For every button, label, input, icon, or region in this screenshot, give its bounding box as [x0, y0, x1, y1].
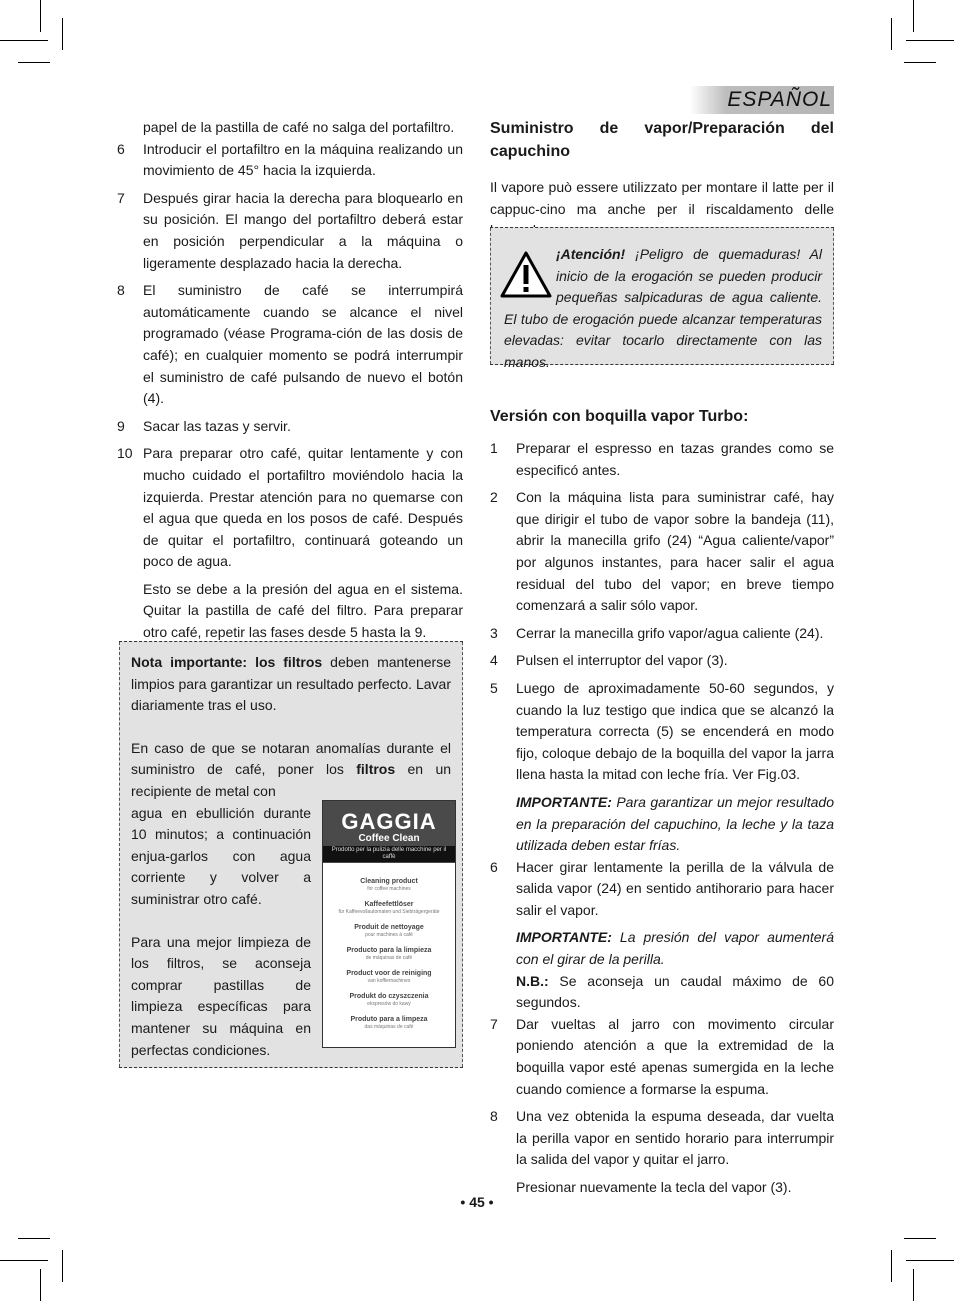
important-note: IMPORTANTE: La presión del vapor aumenterá con el girar de la perilla. — [516, 929, 835, 968]
note-content: Nota importante: los filtros deben mantenerse limpios para garantizar un resultado perfecto. Lavar diariamente tras el uso. En caso de que se notaran anomalías durante el suministro de café, poner los filtros en un recipiente de metal con agua en ebullición durante 10 minutos; a continuación enjua-garlos con agua corriente y volver a suministrar otro café. Para una mejor limpieza de los filtros, se aconseja comprar pastillas de limpieza específicas para mantener su máquina en perfectas condiciones. — [131, 654, 452, 1058]
crop-mark — [18, 1238, 50, 1239]
important-note: IMPORTANTE: Para garantizar un mejor resultado en la preparación del capuchino, la leche y la taza utilizada deben estar frías. — [516, 793, 835, 854]
step-item: 5 Luego de aproximadamente 50-60 segundos, y cuando la luz testigo que indica que se alcanzó la temperatura correcta (5) se encenderá en modo fijo, coloque debajo de la boquilla del vapor la jarra llena hasta la mitad con leche fría. Ver Fig.03. — [490, 679, 834, 783]
section-heading: Suministro de vapor/Preparación del capuchino — [490, 120, 834, 160]
right-column-bottom — [490, 405, 834, 1199]
step-item: 7 Después girar hacia la derecha para bloquearlo en su posición. El mango del portafiltro deberá estar en posición perpendicular a la máquina o ligeramente desplazado hacia la derecha. — [117, 189, 463, 271]
crop-mark — [62, 18, 63, 50]
page-number: • 45 • — [460, 1194, 494, 1210]
crop-mark — [891, 18, 892, 50]
gaggia-logo: GAGGIA — [341, 809, 437, 834]
warning-label: ¡Atención! — [556, 246, 626, 262]
step-item: 1 Preparar el espresso en tazas grandes como se especificó antes. — [490, 440, 834, 478]
step-note: Esto se debe a la presión del agua en el sistema. Quitar la pastilla de café del filtro. Para preparar otro café, repetir las fases desde 5 hasta la 9. — [143, 580, 463, 641]
warning-box — [490, 227, 834, 370]
final-step-text: Presionar nuevamente la tecla del vapor (3). — [516, 1179, 792, 1195]
crop-mark — [40, 0, 41, 32]
right-column-top — [490, 117, 834, 242]
crop-mark — [904, 62, 936, 63]
crop-mark — [906, 1260, 954, 1261]
crop-mark — [18, 62, 50, 63]
cleaning-product-image: GAGGIA Coffee Clean Prodotto per la pulizia delle macchine per il caffè Cleaning product for coffee machines Kaffeefettlöser für Kaffeevollautomaten und Siebträgergeräte Produit de nettoyage pour machines à café Producto para la limpieza de máquinas de café Product voor de reiniging van koffiemachines Produkt do czyszczenia ekspresów do kawy Produto para a limpeza das máquinas de café — [322, 800, 456, 1048]
warning-text: ¡Atención! ¡Peligro de quemaduras! Al inicio de la erogación se pueden producir pequeñas salpicaduras de agua caliente. El tubo de erogación puede alcanzar temperaturas elevadas: evitar tocarlo directamente con las manos. — [504, 246, 822, 370]
intro-text: Il vapore può essere utilizzato per montare il latte per il cappuc-cino ma anche per il riscaldamento delle — [490, 179, 834, 217]
left-column — [117, 117, 463, 644]
step-item: 8 El suministro de café se interrumpirá automáticamente cuando se alcance el nivel programado (véase Programa-ción de las dosis de café); en cualquier momento se podrá interrumpir el suministro de café pulsando de nuevo el botón (4). — [117, 282, 463, 407]
crop-mark — [913, 1269, 914, 1301]
crop-mark — [62, 1250, 63, 1282]
note-title: Nota importante: los filtros — [131, 654, 323, 670]
step-item: 4 Pulsen el interruptor del vapor (3). — [490, 652, 728, 669]
nb-note: N.B.: Se aconseja un caudal máximo de 60 segundos. — [516, 972, 835, 1011]
crop-mark — [904, 1238, 936, 1239]
section-heading: Versión con boquilla vapor Turbo: — [490, 408, 749, 425]
crop-mark — [891, 1250, 892, 1282]
crop-mark — [0, 1260, 48, 1261]
crop-mark — [906, 40, 954, 41]
crop-mark — [0, 40, 48, 41]
step-item: 3 Cerrar la manecilla grifo vapor/agua caliente (24). — [490, 624, 824, 641]
crop-mark — [40, 1269, 41, 1301]
step-item: 8 Una vez obtenida la espuma deseada, dar vuelta la perilla vapor en sentido horario para interrumpir la salida del vapor y quitar el jarro. — [490, 1108, 834, 1168]
step-item: 7 Dar vueltas al jarro con movimento circular poniendo atención a que la extremidad de la boquilla vapor esté apenas sumergida en la leche cuando comience a formarse la espuma. — [490, 1015, 834, 1097]
step-item: 10 Para preparar otro café, quitar lentamente y con mucho cuidado el portafiltro moviéndolo hacia la izquierda. Prestar atención para no quemarse con el agua que queda en los posos de café. Después de quitar el portafiltro, continuará goteando un poco de agua. — [117, 445, 463, 570]
language-tab: ESPAÑOL — [690, 86, 834, 114]
step-item: 9 Sacar las tazas y servir. — [117, 417, 291, 434]
continued-text: papel de la pastilla de café no salga del portafiltro. — [143, 119, 455, 135]
step-item: 6 Introducir el portafiltro en la máquina realizando un movimiento de 45° hacia la izquierda. — [117, 140, 463, 179]
step-item: 6 Hacer girar lentamente la perilla de la válvula de salida vapor (24) en sentido antihorario para hacer salir el vapor. — [490, 858, 834, 918]
crop-mark — [913, 0, 914, 32]
step-item: 2 Con la máquina lista para suministrar café, hay que dirigir el tubo de vapor sobre la bandeja (11), abrir la manecilla grifo (24) “Agua caliente/vapor” por algunos instantes, para hacer salir el agua residual del tubo del vapor; en breve tiempo comenzará a salir sólo vapor. — [490, 489, 834, 614]
